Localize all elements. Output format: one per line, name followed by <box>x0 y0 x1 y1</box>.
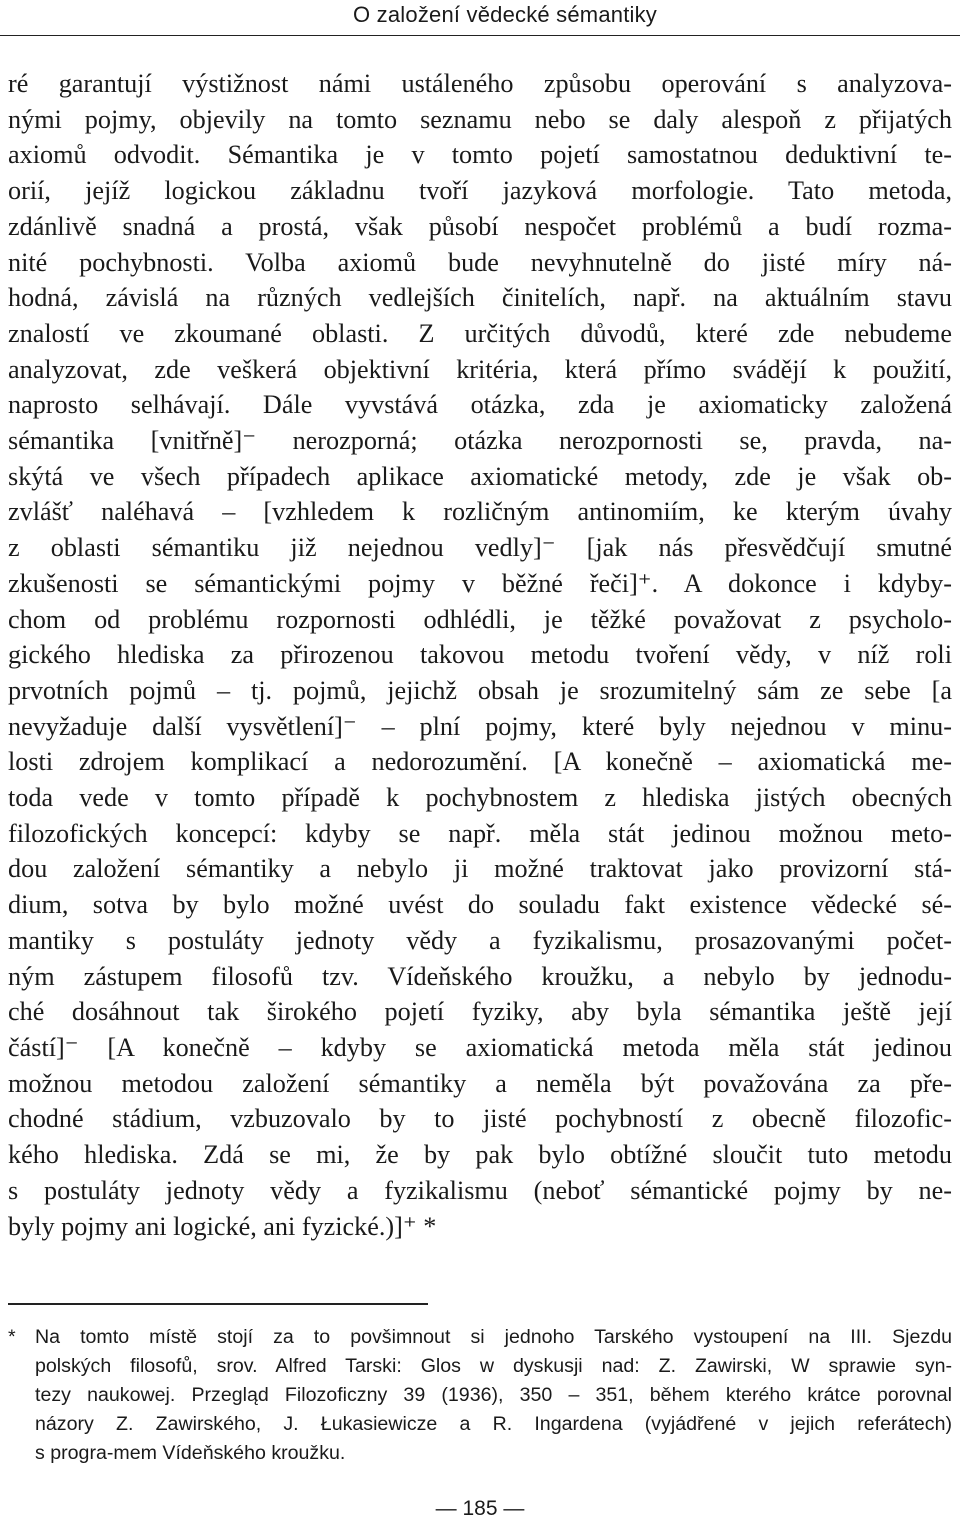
body-line: losti zdrojem komplikací a nedorozumění. [A konečně – axiomatická me- <box>8 747 952 777</box>
body-line: gického hlediska za přirozenou takovou metodu tvoření vědy, v níž roli <box>8 640 952 670</box>
body-line: ché dosáhnout tak širokého pojetí fyziky, aby byla sémantika ještě její <box>8 997 952 1027</box>
body-line: kého hlediska. Zdá se mi, že by pak bylo obtížné sloučit tuto metodu <box>8 1140 952 1170</box>
footnote <box>8 1323 952 1468</box>
body-line: dium, sotva by bylo možné uvést do souladu fakt existence vědecké sé- <box>8 890 952 920</box>
body-line: dou založení sémantiky a nebylo ji možné traktovat jako provizorní stá- <box>8 854 952 884</box>
body-line: chom od problému rozpornosti odhlédli, je těžké považovat z psycholo- <box>8 604 952 634</box>
footnote-line: polských filosofů, srov. Alfred Tarski: Glos w dyskusji nad: Z. Zawirski, W sprawie syn- <box>35 1355 952 1377</box>
footnote-line: s progra-mem Vídeňského kroužku. <box>35 1442 346 1464</box>
body-line: skýtá ve všech případech aplikace axiomatické metody, zde je však ob- <box>8 461 952 491</box>
footnote-line <box>8 1323 952 1352</box>
footnote-line-text: Na tomto místě stojí za to povšimnout si jednoho Tarského vystoupení na III. Sjezdu <box>35 1326 952 1348</box>
body-line: hodná, závislá na různých vedlejších činitelích, např. na aktuálním stavu <box>8 283 952 313</box>
body-line: filozofických koncepcí: kdyby se např. měla stát jedinou možnou meto- <box>8 818 952 848</box>
body-line: analyzovat, zde veškerá objektivní kritéria, která přímo svádějí k použití, <box>8 354 952 384</box>
body-line: nité pochybnosti. Volba axiomů bude nevyhnutelně do jisté míry ná- <box>8 247 952 277</box>
body-line: naprosto selhávají. Dále vyvstává otázka, zda je axiomaticky založená <box>8 390 952 420</box>
body-line: zvlášť naléhavá – [vzhledem k rozličným antinomiím, ke kterým úvahy <box>8 497 952 527</box>
body-line: prvotních pojmů – tj. pojmů, jejichž obsah je srozumitelný sám ze sebe [a <box>8 675 952 705</box>
footnote-line: názory Z. Zawirského, J. Łukasiewicze a R. Ingardena (vyjádřené v jejich referátech) <box>35 1413 952 1435</box>
running-header <box>0 0 960 34</box>
footnote-line: tezy naukowej. Przegląd Filozoficzny 39 (1936), 350 – 351, během kterého krátce porovnal <box>35 1384 952 1406</box>
body-line: toda vede v tomto případě k pochybnostem z hlediska jistých obecných <box>8 783 952 813</box>
body-line: částí]⁻ [A konečně – kdyby se axiomatická metoda měla stát jedinou <box>8 1032 952 1062</box>
body-line: axiomů odvodit. Sémantika je v tomto pojetí samostatnou deduktivní te- <box>8 140 952 170</box>
body-line: znalostí ve zkoumané oblasti. Z určitých důvodů, které zde nebudeme <box>8 318 952 348</box>
body-line: nevyžaduje další vysvětlení]⁻ – plní pojmy, které byly nejednou v minu- <box>8 711 952 741</box>
header-title: O založení vědecké sémantiky <box>353 2 657 27</box>
body-line: ným zástupem filosofů tzv. Vídeňského kroužku, a nebylo by jednodu- <box>8 961 952 991</box>
body-line: nými pojmy, objevily na tomto seznamu nebo se daly alespoň z přijatých <box>8 104 952 134</box>
footnote-rule <box>8 1303 428 1305</box>
body-line: chodné stádium, vzbuzovalo by to jisté pochybností z obecně filozofic- <box>8 1104 952 1134</box>
body-line: z oblasti sémantiku již nejednou vedly]⁻ [jak nás přesvědčují smutné <box>8 533 952 563</box>
body-line: sémantika [vnitřně]⁻ nerozporná; otázka nerozpornosti se, pravda, na- <box>8 426 952 456</box>
footnote-marker: * <box>8 1326 16 1348</box>
body-line: možnou metodou založení sémantiky a neměla být považována za pře- <box>8 1068 952 1098</box>
body-line: ré garantují výstižnost námi ustáleného způsobu operování s analyzova- <box>8 69 952 98</box>
body-line: byly pojmy ani logické, ani fyzické.)]⁺ * <box>8 1211 437 1241</box>
header-rule <box>0 35 960 36</box>
body-line: orií, jejíž logickou základnu tvoří jazyková morfologie. Tato metoda, <box>8 176 952 206</box>
body-line: s postuláty jednoty vědy a fyzikalismu (neboť sémantické pojmy by ne- <box>8 1175 952 1205</box>
body-line: zdánlivě snadná a prostá, však působí nespočet problémů a budí rozma- <box>8 211 952 241</box>
page-number: — 185 — <box>435 1497 525 1520</box>
body-line: mantiky s postuláty jednoty vědy a fyzikalismu, prosazovanými počet- <box>8 925 952 955</box>
body-text <box>8 66 952 1244</box>
body-line: zkušenosti se sémantickými pojmy v běžné řeči]⁺. A dokonce i kdyby- <box>8 568 952 598</box>
